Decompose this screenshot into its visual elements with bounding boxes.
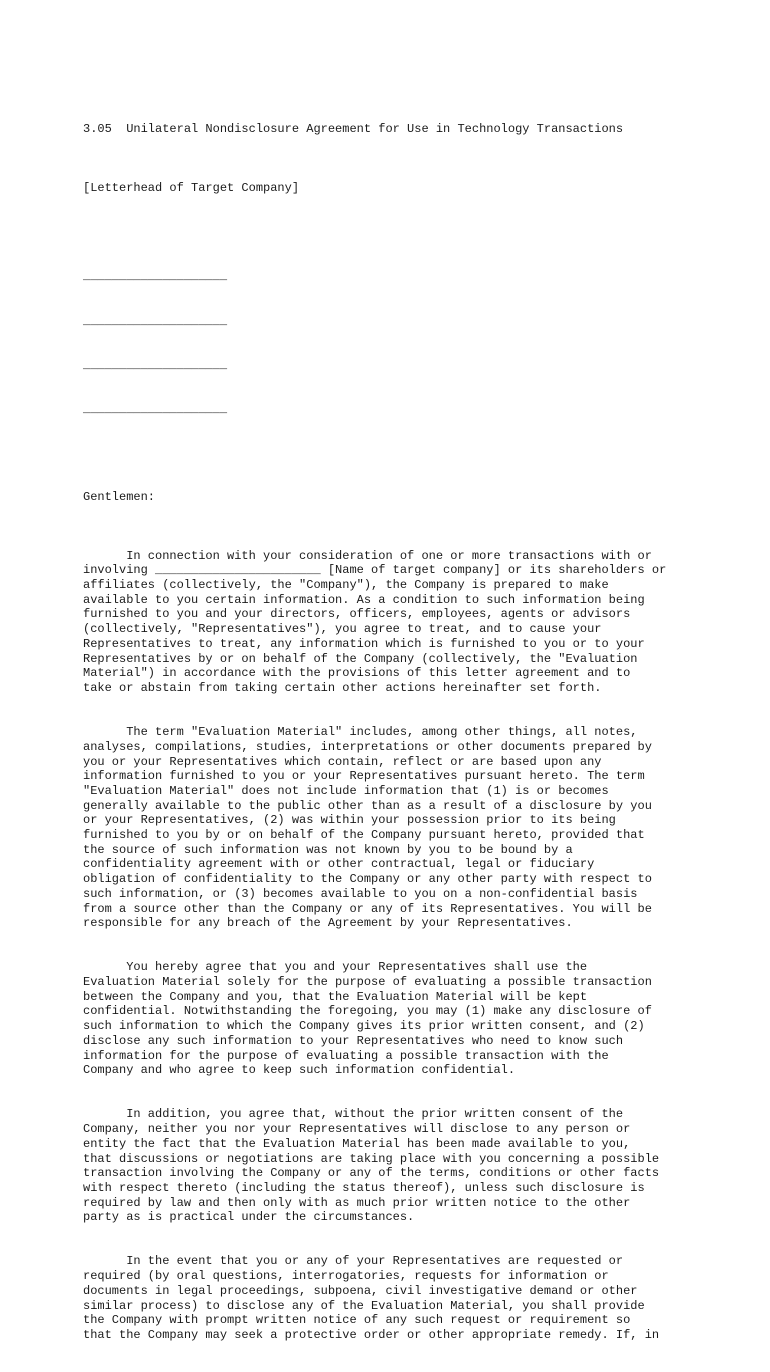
address-line: ____________________ [83,313,228,328]
paragraph-non-disclosure-of-discussions: In addition, you agree that, without the prior written consent of the Company, neither you nor your Representatives will disclose to any person or entity the fact that the Evaluation Material has been made available to you, that discussions or negotiations are taking place with you concerning a possible transaction involving the Company or any of the terms, conditions or other facts with respect thereto (including the status thereof), unless such disclosure is required by law and then only with as much prior written notice to the other party as is practical under the circumstances. [83,1107,660,1225]
address-line: ____________________ [83,269,228,284]
address-line: ____________________ [83,357,228,372]
paragraph-use-restriction: You hereby agree that you and your Representatives shall use the Evaluation Material solely for the purpose of evaluating a possible transaction between the Company and you, that the Evaluation Material will be kept confidential. Notwithstanding the foregoing, you may (1) make any disclosure of such information to which the Company gives its prior written consent, and (2) disclose any such information to your Representatives who need to know such information for the purpose of evaluating a possible transaction with the Company and who agree to keep such information confidential. [83,960,652,1078]
letterhead-placeholder: [Letterhead of Target Company] [83,181,300,196]
address-line: ____________________ [83,401,228,416]
paragraph-introduction: In connection with your consideration of one or more transactions with or involving _______________________ [Name of target company] or its shareholders or affiliates (collectively, the "Company"), the Company is prepared to make available to you certain information. As a condition to such information being furnished to you and your directors, officers, employees, agents or advisors (collectively, "Representatives"), you agree to treat, and to cause your Representatives to treat, any information which is furnished to you or to your Representatives by or on behalf of the Company (collectively, the "Evaluation Material") in accordance with the provisions of this letter agreement and to take or abstain from taking certain other actions hereinafter set forth. [83,548,667,695]
address-block [83,240,693,446]
salutation: Gentlemen: [83,489,156,504]
document-title: 3.05 Unilateral Nondisclosure Agreement for Use in Technology Transactions [83,122,624,137]
paragraph-evaluation-material-definition: The term "Evaluation Material" includes, among other things, all notes, analyses, compilations, studies, interpretations or other documents prepared by you or your Representatives which contain, reflect or are based upon any information furnished to you or your Representatives pursuant hereto. The term "Evaluation Material" does not include information that (1) is or becomes generally available to the public other than as a result of a disclosure by you or your Representatives, (2) was within your possession prior to its being furnished to you by or on behalf of the Company pursuant hereto, provided that the source of such information was not known by you to be bound by a confidentiality agreement with or other contractual, legal or fiduciary obligation of confidentiality to the Company or any other party with respect to such information, or (3) becomes available to you on a non-confidential basis from a source other than the Company or any of its Representatives. You will be responsible for any breach of the Agreement by your Representatives. [83,725,652,931]
document-body [83,93,693,1372]
paragraph-compelled-disclosure: In the event that you or any of your Representatives are requested or required (by oral questions, interrogatories, requests for information or documents in legal proceedings, subpoena, civil investigative demand or other similar process) to disclose any of the Evaluation Material, you shall provide the Company with prompt written notice of any such request or requirement so that the Company may seek a protective order or other appropriate remedy. If, in [83,1254,660,1342]
